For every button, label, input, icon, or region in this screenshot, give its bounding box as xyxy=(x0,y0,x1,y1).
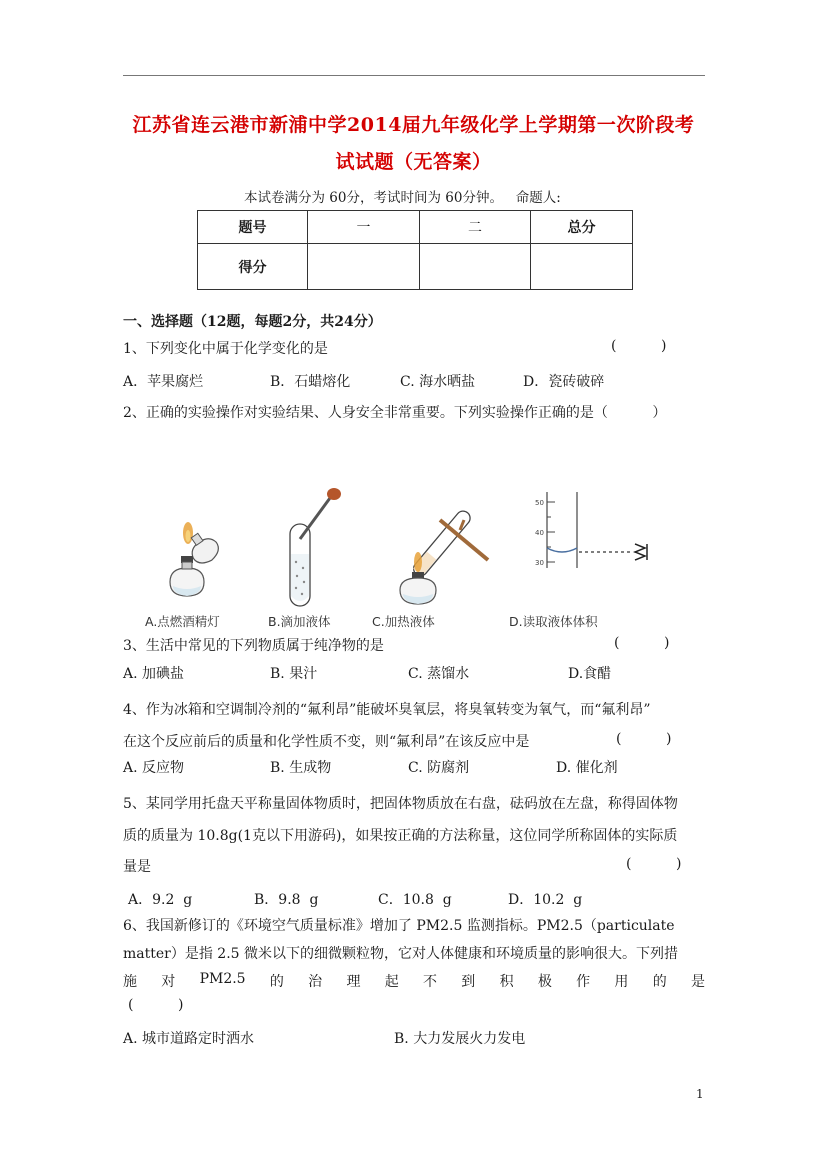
option: D．瓷砖破碎 xyxy=(523,374,605,390)
option: D.食醋 xyxy=(568,666,612,682)
figure-caption: B.滴加液体 xyxy=(268,614,331,629)
question-stem: 3、生活中常见的下列物质属于纯净物的是 xyxy=(123,638,384,654)
stem-word: 不 xyxy=(423,974,437,990)
question-stem: 质的质量为 10.8g(1克以下用游码)，如果按正确的方法称量，这位同学所称固体的实际质 xyxy=(123,828,678,844)
score-table xyxy=(197,210,633,290)
figure-lighting-alcohol-lamp xyxy=(158,512,238,612)
option: B. 果汁 xyxy=(270,666,318,682)
page-title-line1: 江苏省连云港市新浦中学2014届九年级化学上学期第一次阶段考 xyxy=(132,114,695,136)
question-stem: 量是 xyxy=(123,859,151,875)
cylinder-tick-label: 50 xyxy=(535,499,544,507)
stem-word: 用 xyxy=(614,974,629,990)
score-cell xyxy=(420,244,531,290)
option: A．苹果腐烂 xyxy=(123,374,204,390)
answer-paren: ( ) xyxy=(616,731,672,747)
stem-word: 对 xyxy=(161,974,176,990)
score-table-header-row xyxy=(198,211,633,244)
stem-word: 的 xyxy=(269,974,284,990)
option: C. 防腐剂 xyxy=(408,760,470,776)
score-header-cell: 题号 xyxy=(198,211,308,244)
score-header-cell: 二 xyxy=(420,211,531,244)
stem-word: 起 xyxy=(384,974,399,990)
stem-word: 是 xyxy=(690,974,705,990)
answer-paren: ( ) xyxy=(128,997,184,1013)
question-stem: 6、我国新修订的《环境空气质量标准》增加了 PM2.5 监测指标。PM2.5（particulate xyxy=(123,918,675,934)
option: A. 反应物 xyxy=(123,760,185,776)
score-header-cell: 总分 xyxy=(531,211,633,244)
figure-heating-liquid xyxy=(398,490,498,610)
page-number: 1 xyxy=(696,1087,704,1101)
cylinder-tick-label: 40 xyxy=(535,529,544,537)
stem-word: 作 xyxy=(576,974,591,990)
header-rule xyxy=(123,75,705,76)
stem-word: 的 xyxy=(652,974,667,990)
cylinder-tick-label: 30 xyxy=(535,559,544,567)
stem-word: 极 xyxy=(537,974,552,990)
option: B．石蜡熔化 xyxy=(270,374,351,390)
option: C．10.8 g xyxy=(378,892,452,908)
figure-dropping-liquid xyxy=(282,484,352,610)
option: A. 加碘盐 xyxy=(123,666,185,682)
score-table-row xyxy=(198,244,633,290)
section-title: 一、选择题（12题，每题2分，共24分） xyxy=(123,314,382,330)
score-row-label: 得分 xyxy=(198,244,308,290)
option: D. 催化剂 xyxy=(556,760,618,776)
option: D．10.2 g xyxy=(508,892,583,908)
question-stem: 2、正确的实验操作对实验结果、人身安全非常重要。下列实验操作正确的是（ ） xyxy=(123,405,667,421)
stem-word: 治 xyxy=(308,974,323,990)
question-stem: 5、某同学用托盘天平称量固体物质时，把固体物质放在右盘，砝码放在左盘，称得固体物 xyxy=(123,796,678,812)
option: C. 蒸馏水 xyxy=(408,666,470,682)
stem-word: 施 xyxy=(123,974,137,990)
question-stem: 在这个反应前后的质量和化学性质不变，则“氟利昂”在该反应中是 xyxy=(123,734,530,750)
page-title-line2: 试试题（无答案） xyxy=(335,151,492,173)
option: B. 生成物 xyxy=(270,760,332,776)
figure-reading-cylinder xyxy=(527,490,662,570)
option: A. 城市道路定时洒水 xyxy=(123,1031,255,1047)
stem-word: 到 xyxy=(461,974,476,990)
question-stem: matter）是指 2.5 微米以下的细微颗粒物，它对人体健康和环境质量的影响很大。下列措 xyxy=(123,946,679,962)
stem-word: PM2.5 xyxy=(199,971,246,987)
answer-paren: ( ) xyxy=(626,856,682,872)
score-cell xyxy=(308,244,420,290)
option: B. 大力发展火力发电 xyxy=(394,1031,526,1047)
answer-paren: ( ) xyxy=(611,338,667,354)
stem-word: 积 xyxy=(499,974,514,990)
option: A．9.2 g xyxy=(128,892,193,908)
question-stem: 1、下列变化中属于化学变化的是 xyxy=(123,341,328,357)
score-cell xyxy=(531,244,633,290)
exam-intro: 本试卷满分为 60分，考试时间为 60分钟。 命题人: xyxy=(244,190,561,206)
option: B．9.8 g xyxy=(254,892,319,908)
figure-caption: A.点燃酒精灯 xyxy=(145,614,220,629)
answer-paren: ( ) xyxy=(614,635,670,651)
question-stem: 4、作为冰箱和空调制冷剂的“氟利昂”能破坏臭氧层，将臭氧转变为氧气，而“氟利昂” xyxy=(123,702,651,718)
score-header-cell: 一 xyxy=(308,211,420,244)
figure-caption: C.加热液体 xyxy=(372,614,435,629)
figure-caption: D.读取液体体积 xyxy=(509,614,598,629)
stem-word: 理 xyxy=(346,974,361,990)
option: C. 海水晒盐 xyxy=(400,374,476,390)
question-stem-justified xyxy=(123,971,705,991)
